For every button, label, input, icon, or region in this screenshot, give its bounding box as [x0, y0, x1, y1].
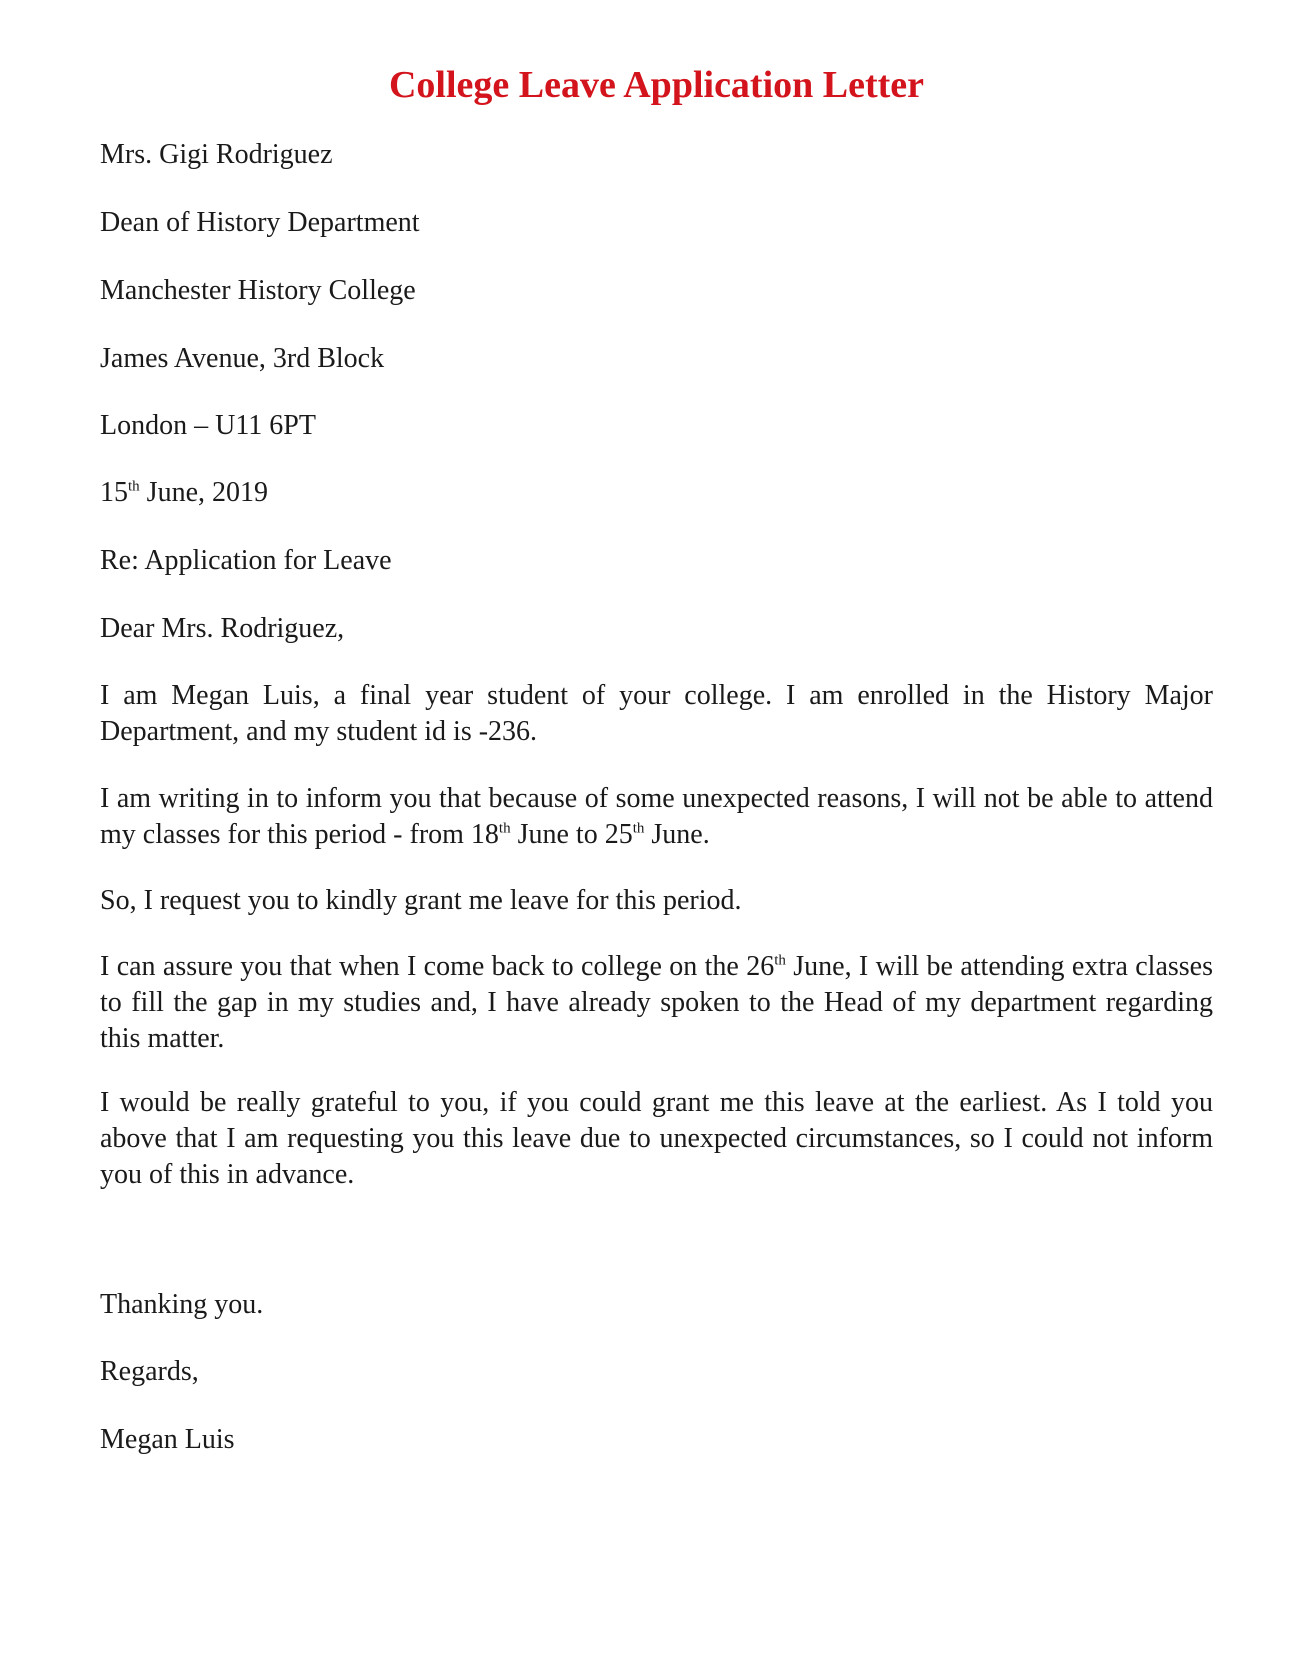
letter-subject: Re: Application for Leave: [100, 545, 392, 576]
paragraph-introduction: I am Megan Luis, a final year student of your college. I am enrolled in the History Major Department, and my student id is -236.: [100, 680, 1213, 747]
letter-title: College Leave Application Letter: [388, 64, 925, 106]
letter-salutation: Dear Mrs. Rodriguez,: [100, 613, 345, 644]
paragraph-leave-reason-text: I am writing in to inform you that because of some unexpected reasons, I will not be able to attend my classes for this period - from 18: [100, 783, 1213, 850]
paragraph-gratitude: I would be really grateful to you, if you could grant me this leave at the earliest. As I told you above that I am requesting you this leave due to unexpected circumstances, so I could not inform you of this in advance.: [100, 1087, 1213, 1190]
paragraph-leave-reason-text: June.: [644, 819, 710, 850]
recipient-institution: Manchester History College: [100, 275, 416, 306]
paragraph-leave-reason-text: June to 25: [510, 819, 633, 850]
ordinal-suffix: th: [632, 820, 645, 837]
paragraph-assurance-text: I can assure you that when I come back to college on the 26: [100, 951, 775, 982]
paragraph-assurance: [100, 949, 1213, 1057]
letter-closing: Thanking you.: [100, 1289, 264, 1320]
ordinal-suffix: th: [774, 952, 786, 969]
paragraph-request: So, I request you to kindly grant me leave for this period.: [100, 885, 742, 916]
ordinal-suffix: th: [498, 820, 511, 837]
letter-signoff: Regards,: [100, 1356, 199, 1387]
date-rest: June, 2019: [139, 477, 268, 508]
recipient-city: London – U11 6PT: [100, 410, 316, 441]
paragraph-leave-reason: [100, 781, 1213, 853]
recipient-street: James Avenue, 3rd Block: [100, 343, 385, 374]
paragraph-assurance-text: June, I will be attending extra classes to fill the gap in my studies and, I have already spoken to the Head of my department regarding this matter.: [100, 951, 1213, 1054]
date-suffix: th: [128, 478, 140, 495]
recipient-name: Mrs. Gigi Rodriguez: [100, 139, 333, 170]
date-day: 15: [100, 477, 128, 508]
letter-signature: Megan Luis: [100, 1424, 235, 1455]
letter-date: [100, 475, 268, 511]
recipient-position: Dean of History Department: [100, 207, 420, 238]
